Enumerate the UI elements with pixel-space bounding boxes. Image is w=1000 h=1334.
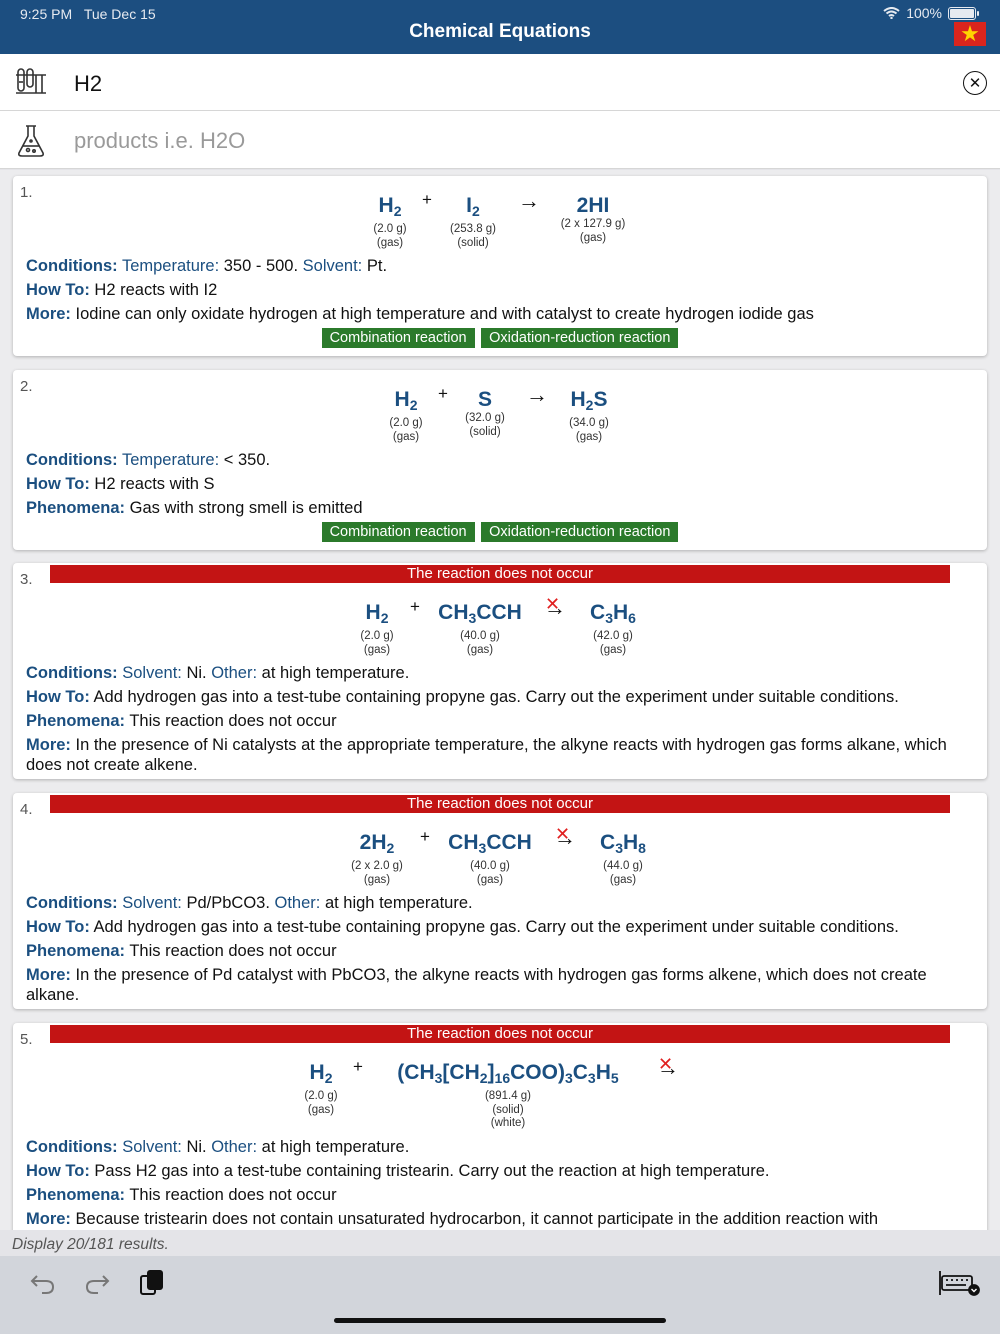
- plus-sign: +: [438, 384, 448, 403]
- conditions-line: Conditions: Temperature: 350 - 500. Solvent: Pt.: [26, 257, 388, 275]
- reaction-number: 1.: [20, 184, 33, 201]
- home-indicator: [334, 1318, 666, 1323]
- reactant-species[interactable]: $(CH_3[CH_2]_{16}COO)_3C_3H_5$ (891.4 g) (solid) (white): [397, 1061, 619, 1129]
- close-icon: ✕: [968, 74, 982, 92]
- keyboard-dismiss-icon[interactable]: [938, 1268, 982, 1298]
- clear-input-button[interactable]: [963, 71, 987, 95]
- results-count: Display 20/181 results.: [12, 1236, 169, 1253]
- flask-icon: [14, 122, 48, 158]
- reactant-species[interactable]: S (32.0 g) (solid): [465, 388, 505, 438]
- reactants-input[interactable]: H2: [74, 71, 103, 96]
- page-title: Chemical Equations: [409, 21, 591, 42]
- reaction-card[interactable]: [13, 563, 987, 779]
- reaction-tags: [13, 522, 987, 542]
- phenomena-line: Phenomena: This reaction does not occur: [26, 942, 337, 960]
- wifi-icon: [883, 7, 900, 19]
- redo-icon[interactable]: [82, 1268, 112, 1298]
- conditions-line: Conditions: Solvent: Ni. Other: at high temperature.: [26, 664, 410, 682]
- product-species[interactable]: $H_2S$ (34.0 g) (gas): [569, 388, 609, 443]
- reactants-search-row[interactable]: [0, 54, 1000, 111]
- plus-sign: +: [422, 190, 432, 209]
- results-list[interactable]: [0, 170, 1000, 1230]
- reaction-number: 4.: [20, 801, 33, 818]
- reaction-card[interactable]: [13, 793, 987, 1009]
- reaction-tags: [13, 328, 987, 348]
- tag-combination[interactable]: Combination reaction: [322, 522, 475, 542]
- plus-sign: +: [353, 1057, 363, 1076]
- undo-icon[interactable]: [28, 1268, 58, 1298]
- test-tubes-icon: [14, 65, 48, 99]
- howto-line: How To: Add hydrogen gas into a test-tube containing propyne gas. Carry out the experiment under suitable conditions.: [26, 918, 899, 936]
- reaction-card[interactable]: [13, 1023, 987, 1230]
- reactant-species[interactable]: $CH_3CCH$ (40.0 g) (gas): [448, 831, 532, 886]
- language-flag-icon[interactable]: ★: [954, 22, 986, 46]
- not-occur-banner: The reaction does not occur: [50, 795, 950, 813]
- no-reaction-arrow-icon: → ✕: [544, 595, 566, 621]
- reaction-arrow-icon: →: [518, 188, 540, 213]
- plus-sign: +: [410, 597, 420, 616]
- howto-line: How To: Pass H2 gas into a test-tube containing tristearin. Carry out the reaction at high temperature.: [26, 1162, 770, 1180]
- navigation-header: [0, 0, 1000, 54]
- reaction-number: 5.: [20, 1031, 33, 1048]
- tag-oxidation-reduction[interactable]: Oxidation-reduction reaction: [481, 328, 678, 348]
- battery-percent: 100%: [906, 5, 942, 21]
- howto-line: How To: H2 reacts with I2: [26, 281, 218, 299]
- more-line: More: Because tristearin does not contain unsaturated hydrocarbon, it cannot participate in the addition reaction with: [26, 1210, 879, 1228]
- reaction-number: 2.: [20, 378, 33, 395]
- phenomena-line: Phenomena: This reaction does not occur: [26, 712, 337, 730]
- more-line: More: In the presence of Ni catalysts at the appropriate temperature, the alkyne reacts with hydrogen gas forms alkane, which does not create alkene.: [26, 736, 947, 774]
- tag-oxidation-reduction[interactable]: Oxidation-reduction reaction: [481, 522, 678, 542]
- more-line: More: In the presence of Pd catalyst with PbCO3, the alkyne reacts with hydrogen gas forms alkene, which does not create alkane.: [26, 966, 927, 1004]
- product-species[interactable]: 2HI (2 x 127.9 g) (gas): [560, 194, 626, 244]
- reactant-species[interactable]: $H_2$ (2.0 g) (gas): [373, 194, 407, 249]
- reaction-card[interactable]: [13, 176, 987, 356]
- products-search-row[interactable]: [0, 111, 1000, 169]
- reaction-card[interactable]: [13, 370, 987, 550]
- conditions-line: Conditions: Solvent: Ni. Other: at high temperature.: [26, 1138, 410, 1156]
- not-occur-banner: The reaction does not occur: [50, 565, 950, 583]
- tag-combination[interactable]: Combination reaction: [322, 328, 475, 348]
- product-species[interactable]: $C_3H_8$ (44.0 g) (gas): [600, 831, 646, 886]
- conditions-line: Conditions: Temperature: < 350.: [26, 451, 271, 469]
- reactant-species[interactable]: $H_2$ (2.0 g) (gas): [360, 601, 394, 656]
- more-line: More: Iodine can only oxidate hydrogen at high temperature and with catalyst to create hydrogen iodide gas: [26, 305, 814, 323]
- status-indicators: [883, 5, 976, 21]
- reactant-species[interactable]: $I_2$ (253.8 g) (solid): [449, 194, 497, 249]
- reactant-species[interactable]: $H_2$ (2.0 g) (gas): [304, 1061, 338, 1116]
- products-input[interactable]: products i.e. H2O: [74, 128, 246, 153]
- plus-sign: +: [420, 827, 430, 846]
- product-species[interactable]: $C_3H_6$ (42.0 g) (gas): [590, 601, 636, 656]
- reaction-number: 3.: [20, 571, 33, 588]
- not-occur-banner: The reaction does not occur: [50, 1025, 950, 1043]
- reactant-species[interactable]: $H_2$ (2.0 g) (gas): [389, 388, 423, 443]
- reaction-arrow-icon: →: [526, 382, 548, 407]
- battery-icon: [948, 7, 976, 20]
- reactant-species[interactable]: $CH_3CCH$ (40.0 g) (gas): [438, 601, 522, 656]
- phenomena-line: Phenomena: This reaction does not occur: [26, 1186, 337, 1204]
- no-reaction-arrow-icon: → ✕: [657, 1055, 679, 1081]
- howto-line: How To: Add hydrogen gas into a test-tube containing propyne gas. Carry out the experiment under suitable conditions.: [26, 688, 899, 706]
- conditions-line: Conditions: Solvent: Pd/PbCO3. Other: at high temperature.: [26, 894, 473, 912]
- paste-icon[interactable]: [137, 1268, 167, 1298]
- howto-line: How To: H2 reacts with S: [26, 475, 215, 493]
- reactant-species[interactable]: $2H_2$ (2 x 2.0 g) (gas): [351, 831, 403, 886]
- phenomena-line: Phenomena: Gas with strong smell is emitted: [26, 499, 363, 517]
- status-time: 9:25 PM Tue Dec 15: [20, 6, 156, 22]
- no-reaction-arrow-icon: → ✕: [554, 825, 576, 851]
